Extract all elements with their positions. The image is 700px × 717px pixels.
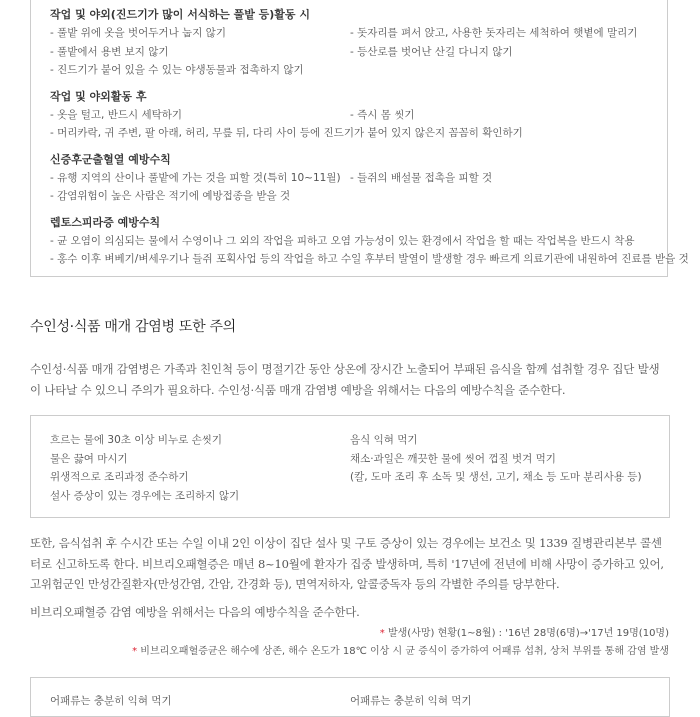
list-item: - 진드기가 붙어 있을 수 있는 야생동물과 접촉하지 않기 <box>50 64 304 76</box>
list-item: - 균 오염이 의심되는 물에서 수영이나 그 외의 작업을 피하고 오염 가능성이 있는 환경에서 작업을 할 때는 작업복을 반드시 착용 <box>50 234 635 247</box>
footnote-vibrio: * 비브리오패혈증균은 해수에 상존, 해수 온도가 18℃ 이상 시 균 증식이 증가하여 어패류 섭취, 상처 부위를 통해 감염 발생 <box>132 646 669 657</box>
list-item: 설사 증상이 있는 경우에는 조리하지 않기 <box>50 489 240 502</box>
section-title-lepto: 렙토스피라증 예방수칙 <box>50 215 161 229</box>
section-title-outdoor: 작업 및 야외(진드기가 많이 서식하는 풀밭 등)활동 시 <box>50 8 311 21</box>
section-title-hfrs: 신증후군출혈열 예방수칙 <box>50 152 171 166</box>
vibrio-intro: 비브리오패혈증 감염 예방을 위해서는 다음의 예방수칙을 준수한다. <box>30 605 360 619</box>
list-item: 어패류는 충분히 익혀 먹기 어패류는 충분히 익혀 먹기 <box>50 695 472 707</box>
list-item: 물은 끓여 마시기 채소·과일은 깨끗한 물에 씻어 껍질 벗겨 먹기 <box>50 452 556 465</box>
list-item: - 유행 지역의 산이나 풀밭에 가는 것을 피할 것(특히 10~11월) - 들쥐의 배설물 접촉을 피할 것 <box>50 171 493 184</box>
tick-prevention-box <box>30 0 689 277</box>
list-item: 흐르는 물에 30초 이상 비누로 손씻기 음식 익혀 먹기 <box>50 434 418 446</box>
food-prevention-box <box>30 415 670 518</box>
vibrio-paragraph: 또한, 음식섭취 후 수시간 또는 수일 이내 2인 이상이 집단 설사 및 구토 증상이 있는 경우에는 보건소 및 1339 질병관리본부 콜센터로 신고하도록 한다. 비브리오패혈증은 매년 8~10월에 환자가 집중 발생하며, 특히 '17년에 전년에 비해 사망이 증가하고 있어, 고위험군인 만성간질환자(만성간염, 간암, 간경화 등), 면역저하자, 알콜중독자 등의 각별한 주의를 당부한다. <box>30 536 664 591</box>
list-item: - 풀밭에서 용변 보지 않기 - 등산로를 벗어난 산길 다니지 않기 <box>50 45 513 58</box>
intro-paragraph: 수인성·식품 매개 감염병은 가족과 친인척 등이 명절기간 동안 상온에 장시간 노출되어 부패된 음식을 함께 섭취할 경우 집단 발생이 나타날 수 있으니 주의가 필요하다. 수인성·식품 매개 감염병 예방을 위해서는 다음의 예방수칙을 준수한다. <box>30 362 660 397</box>
list-item: - 홍수 이후 벼베기/벼세우기나 들쥐 포획사업 등의 작업을 하고 수일 후부터 발열이 발생할 경우 빠르게 의료기관에 내원하여 진료를 받을 것 <box>50 253 689 265</box>
list-item: 위생적으로 조리과정 준수하기 (칼, 도마 조리 후 소독 및 생선, 고기, 채소 등 도마 분리사용 등) <box>50 471 642 483</box>
list-item: - 감염위험이 높은 사람은 적기에 예방접종을 받을 것 <box>50 190 291 202</box>
list-item: - 머리카락, 귀 주변, 팔 아래, 허리, 무릎 뒤, 다리 사이 등에 진드기가 붙어 있지 않은지 꼼꼼히 확인하기 <box>50 127 523 139</box>
section-title-after: 작업 및 야외활동 후 <box>50 89 147 103</box>
asterisk: * <box>132 646 138 657</box>
list-item: - 풀밭 위에 옷을 벗어두거나 눕지 않기 - 돗자리를 펴서 앉고, 사용한 돗자리는 세척하여 햇볕에 말리기 <box>50 27 638 39</box>
vibrio-prevention-box <box>30 677 670 717</box>
list-item: - 옷을 털고, 반드시 세탁하기 - 즉시 몸 씻기 <box>50 108 415 121</box>
section-heading: 수인성·식품 매개 감염병 또한 주의 <box>30 319 236 335</box>
footnote-cases: * 발생(사망) 현황(1~8월) : '16년 28명(6명)→'17년 19명(10명) <box>379 628 669 639</box>
asterisk: * <box>379 628 385 639</box>
